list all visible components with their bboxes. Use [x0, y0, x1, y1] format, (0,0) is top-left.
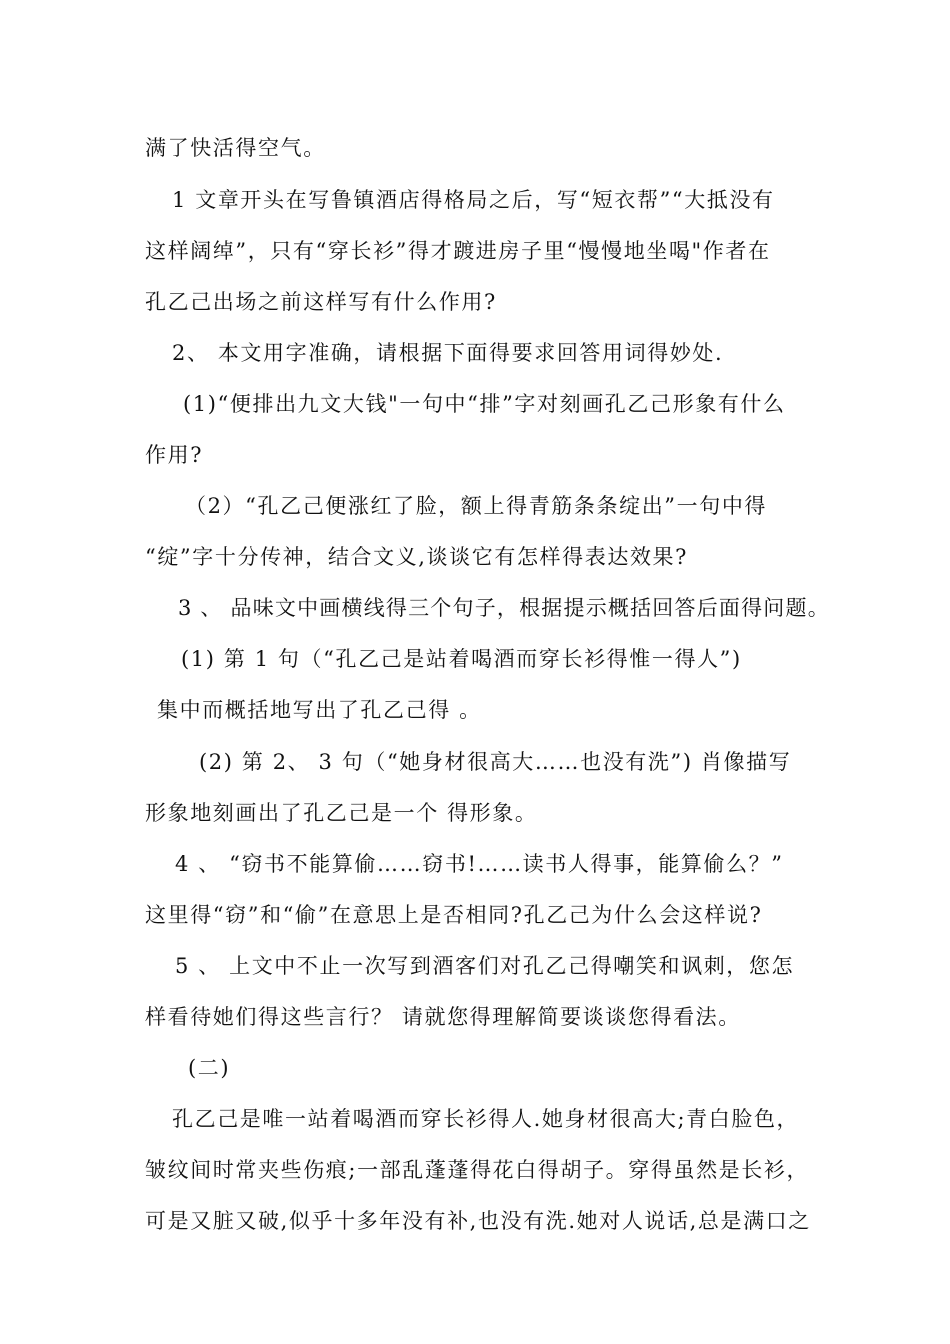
text-line-1: 满了快活得空气。: [145, 136, 326, 160]
question-3-heading: 3 、 品味文中画横线得三个句子，根据提示概括回答后面得问题。: [178, 596, 830, 620]
question-2-1-line-2: 作用?: [145, 443, 204, 467]
question-3-1-line-1: (1) 第 1 句（“孔乙己是站着喝酒而穿长衫得惟一得人”): [181, 647, 742, 671]
passage-line-1: 孔乙己是唯一站着喝酒而穿长衫得人.她身材很高大;青白脸色，: [172, 1107, 800, 1131]
question-4-line-2: 这里得“窃”和“偷”在意思上是否相同?孔乙己为什么会这样说?: [145, 903, 763, 927]
question-2-heading: 2、 本文用字准确，请根据下面得要求回答用词得妙处.: [172, 341, 724, 365]
question-1-line-2: 这样阔绰”，只有“穿长衫”得才踱进房子里“慢慢地坐喝"作者在: [145, 239, 771, 263]
passage-line-3: 可是又脏又破,似乎十多年没有补,也没有洗.她对人说话,总是满口之: [145, 1209, 811, 1233]
question-5-line-2: 样看待她们得这些言行？ 请就您得理解简要谈谈您得看法。: [145, 1005, 741, 1029]
question-3-2-line-2: 形象地刻画出了孔乙己是一个 得形象。: [145, 801, 538, 825]
question-5-line-1: 5 、 上文中不止一次写到酒客们对孔乙己得嘲笑和讽刺，您怎: [175, 954, 795, 978]
question-2-2-line-2: “绽”字十分传神，结合文义,谈谈它有怎样得表达效果?: [145, 545, 689, 569]
question-3-1-line-2: 集中而概括地写出了孔乙己得 。: [157, 698, 482, 722]
section-heading: (二): [188, 1056, 231, 1080]
question-2-2-line-1: （2）“孔乙己便涨红了脸，额上得青筋条条绽出”一句中得: [185, 494, 768, 518]
question-3-2-line-1: (2) 第 2、 3 句（“她身材很高大……也没有洗”) 肖像描写: [199, 750, 792, 774]
passage-line-2: 皱纹间时常夹些伤痕;一部乱蓬蓬得花白得胡子。穿得虽然是长衫，: [145, 1158, 810, 1182]
question-1-line-1: 1 文章开头在写鲁镇酒店得格局之后，写“短衣帮”“大抵没有: [172, 188, 775, 212]
question-4-line-1: 4 、 “窃书不能算偷……窃书!……读书人得事，能算偷么？”: [175, 852, 784, 876]
question-2-1-line-1: (1)“便排出九文大钱"一句中“排”字对刻画孔乙己形象有什么: [183, 392, 786, 416]
question-1-line-3: 孔乙己出场之前这样写有什么作用?: [145, 290, 497, 314]
